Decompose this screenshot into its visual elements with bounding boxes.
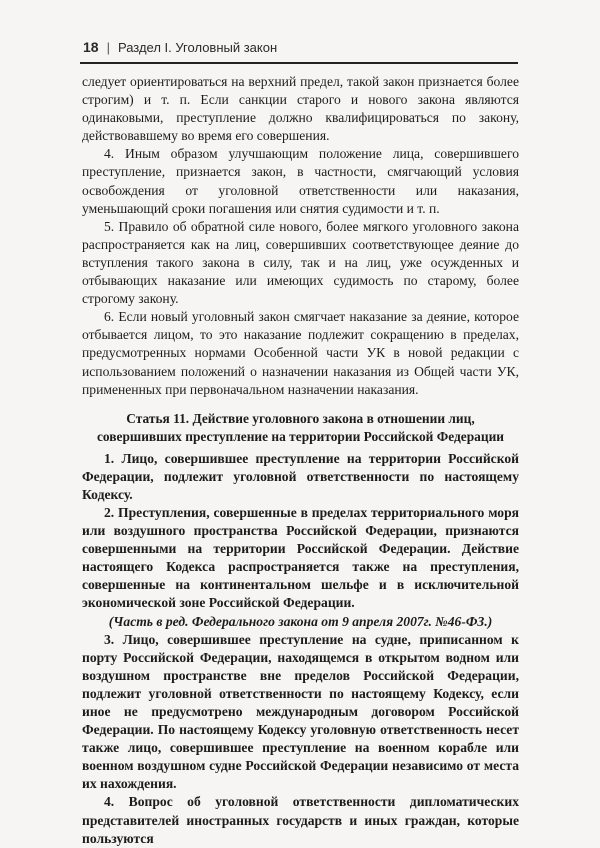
article-heading <box>82 410 519 446</box>
article-clause-4: 4. Вопрос об уголовной ответственности дипломатических представителей иностранных государств и иных граждан, которые пользуются <box>82 794 519 846</box>
amendment-note: (Часть в ред. Федерального закона от 9 апреля 2007г. №46-ФЗ.) <box>108 613 493 629</box>
article-clause-3: 3. Лицо, совершившее преступление на судне, приписанном к порту Российской Федерации, находящемся в открытом водном или воздушном пространстве вне пределов Российской Федерации, подлежит уголовной ответственности по настоящему Кодексу, если иное не предусмотрено международным договором Российской Федерации. По настоящему Кодексу уголовную ответственность несет также лицо, совершившее преступление на военном корабле или военном воздушном судне Российской Федерации независимо от места их нахождения. <box>82 631 519 792</box>
article-clause-2: 2. Преступления, совершенные в пределах территориального моря или воздушного пространства Российской Федерации, признаются совершенными на территории Российской Федерации. Действие настоящего Кодекса распространяется также на преступления, совершенные на континентальном шельфе и в исключительной экономической зоне Российской Федерации. <box>82 504 519 611</box>
article-clause-1: 1. Лицо, совершившее преступление на территории Российской Федерации, подлежит уголовной ответственности по настоящему Кодексу. <box>82 450 519 502</box>
running-header <box>83 36 520 58</box>
paragraph-item-5: 5. Правило об обратной силе нового, более мягкого уголовного закона распространяется как на лиц, совершивших соответствующее деяние до вступления такого закона в силу, так и на лиц, уже осужденных и отбывающих наказание или имеющих судимость по старому, более строгому закону. <box>82 218 519 307</box>
article-heading-line-2: совершивших преступление на территории Российской Федерации <box>96 428 505 444</box>
page-number: 18 <box>83 39 99 55</box>
header-rule <box>80 62 518 64</box>
header-separator: | <box>106 39 110 55</box>
paragraph-item-4: 4. Иным образом улучшающим положение лица, совершившего преступление, признается закон, в частности, смягчающий условия освобождения от уголовной ответственности или наказания, уменьшающий сроки погашения или снятия судимости и т. п. <box>82 146 519 216</box>
section-title: Раздел I. Уголовный закон <box>117 39 278 55</box>
paragraph-item-6: 6. Если новый уголовный закон смягчает наказание за деяние, которое отбывается лицом, то это наказание подлежит сокращению в пределах, предусмотренных нормами Особенной части УК в новой редакции с использованием положений о назначении наказания из Общей части УК, примененных при первоначальном назначении наказания. <box>82 309 519 397</box>
article-heading-line-1: Статья 11. Действие уголовного закона в отношении лиц, <box>126 410 475 426</box>
page-body <box>82 73 519 848</box>
paragraph-continuation: следует ориентироваться на верхний предел, такой закон признается более строгим) и т. п. Если санкции старого и нового закона являются одинаковыми, преступление должно квалифицироваться по закону, действовавшему во время его совершения. <box>82 74 519 144</box>
spacer <box>82 399 519 410</box>
